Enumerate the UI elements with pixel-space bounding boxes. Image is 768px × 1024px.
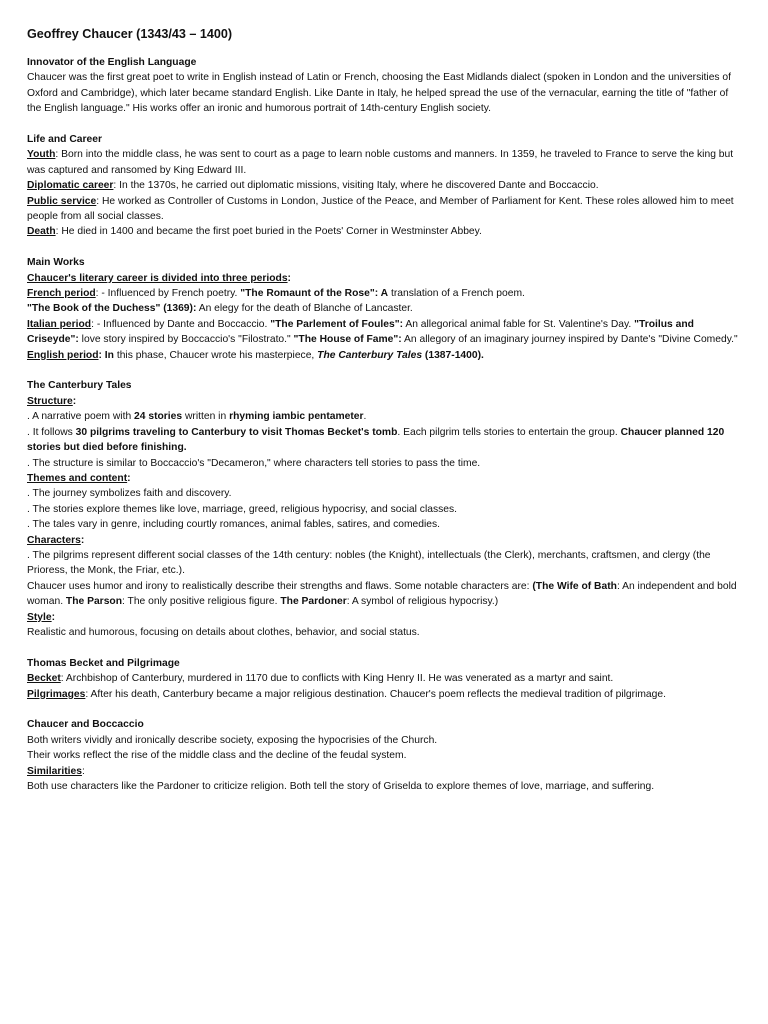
term-label: Structure bbox=[27, 395, 73, 407]
term-text: : Archbishop of Canterbury, murdered in 1170 due to conflicts with King Henry II. He was venerated as a martyr and saint. bbox=[60, 673, 614, 685]
term-label: Public service bbox=[27, 195, 97, 207]
work-date: (1387-1400) bbox=[422, 349, 482, 361]
subheading-similarities bbox=[27, 764, 740, 779]
term-label: Becket bbox=[27, 673, 61, 685]
paragraph-line: Their works reflect the rise of the middle class and the decline of the feudal system. bbox=[27, 750, 407, 762]
text-bold: The Parson bbox=[65, 596, 122, 608]
work-title: "The Book of the Duchess" (1369): bbox=[27, 303, 197, 315]
subheading-themes bbox=[27, 471, 740, 486]
term-label: Death bbox=[27, 226, 56, 238]
section-life-career bbox=[27, 132, 740, 240]
term-label: Characters bbox=[27, 534, 81, 546]
text-bold: The Pardoner bbox=[280, 596, 347, 608]
paragraph-similarities: Both use characters like the Pardoner to criticize religion. Both tell the story of Griselda to explore themes of love, marriage, and suffering. bbox=[27, 781, 655, 793]
term-label: Youth bbox=[27, 149, 56, 161]
section-innovator bbox=[27, 55, 740, 117]
paragraph-diplomatic bbox=[27, 178, 740, 193]
section-heading: Life and Career bbox=[27, 134, 102, 146]
text-bold: 24 stories bbox=[134, 411, 183, 423]
text: . Each pilgrim tells stories to entertain the group. bbox=[397, 426, 621, 438]
term-label: English period bbox=[27, 349, 99, 361]
text-bold: 30 pilgrims traveling to Canterbury to visit Thomas Becket's tomb bbox=[75, 426, 398, 438]
paragraph-structure-1 bbox=[27, 409, 740, 424]
paragraph-theme-3: . The tales vary in genre, including courtly romances, animal fables, satires, and comedies. bbox=[27, 519, 441, 531]
paragraph-theme-1: . The journey symbolizes faith and discovery. bbox=[27, 488, 232, 500]
paragraph-characters-2 bbox=[27, 579, 740, 610]
paragraph-structure-2 bbox=[27, 425, 740, 456]
work-title: The Canterbury Tales bbox=[317, 349, 423, 361]
text-bold: Chaucer planned 120 stories but died before finishing. bbox=[27, 426, 725, 454]
section-chaucer-boccaccio bbox=[27, 717, 740, 794]
text: written in bbox=[182, 411, 230, 423]
paragraph-periods-intro bbox=[27, 271, 740, 286]
text-bold: (The Wife of Bath bbox=[532, 580, 617, 592]
text: An elegy for the death of Blanche of Lancaster. bbox=[196, 303, 413, 315]
text: . bbox=[363, 411, 367, 423]
text-bold: rhyming iambic pentameter bbox=[229, 411, 364, 423]
subheading-structure bbox=[27, 394, 740, 409]
text: Chaucer uses humor and irony to realistically describe their strengths and flaws. Some notable characters are: bbox=[27, 580, 533, 592]
paragraph-theme-2: . The stories explore themes like love, marriage, greed, religious hypocrisy, and social classes. bbox=[27, 503, 457, 515]
term-label: Diplomatic career bbox=[27, 180, 114, 192]
text: . bbox=[481, 349, 484, 361]
text: An allegorical animal fable for St. Valentine's Day. bbox=[403, 318, 635, 330]
paragraph-structure-3: . The structure is similar to Boccaccio's "Decameron," where characters tell stories to pass the time. bbox=[27, 457, 481, 469]
section-heading: Thomas Becket and Pilgrimage bbox=[27, 657, 180, 669]
term-text: : Born into the middle class, he was sent to court as a page to learn noble customs and manners. In 1359, he traveled to France to serve the king but was captured and ransomed by King Edward III. bbox=[27, 149, 734, 176]
text: translation of a French poem. bbox=[388, 288, 525, 300]
colon: : bbox=[51, 611, 56, 623]
term-text: : He worked as Controller of Customs in London, Justice of the Peace, and Member of Parliament for Kent. These roles allowed him to meet people from all social classes. bbox=[27, 195, 734, 223]
term-text: : In the 1370s, he carried out diplomatic missions, visiting Italy, where he discovered Dante and Boccaccio. bbox=[113, 180, 599, 192]
section-heading: Chaucer and Boccaccio bbox=[27, 719, 144, 731]
work-title: "The Parlement of Foules": bbox=[270, 318, 404, 330]
term-label: Style bbox=[27, 611, 52, 623]
page-title: Geoffrey Chaucer (1343/43 – 1400) bbox=[27, 27, 233, 41]
text: : A symbol of religious hypocrisy.) bbox=[346, 596, 499, 608]
paragraph-youth bbox=[27, 147, 740, 178]
text: An allegory of an imaginary journey inspired by Dante's "Divine Comedy." bbox=[401, 334, 738, 346]
section-heading: The Canterbury Tales bbox=[27, 380, 132, 392]
section-heading: Main Works bbox=[27, 257, 85, 269]
text: this phase, Chaucer wrote his masterpiece, bbox=[113, 349, 318, 361]
text: : - Influenced by French poetry. bbox=[95, 288, 241, 300]
paragraph-pilgrimages bbox=[27, 687, 740, 702]
colon: : bbox=[287, 272, 291, 284]
paragraph-french-period bbox=[27, 286, 740, 301]
work-title: "Troilus and Criseyde": bbox=[27, 318, 694, 346]
paragraph-line: Both writers vividly and ironically describe society, exposing the hypocrisies of the Church. bbox=[27, 734, 438, 746]
paragraph-public-service bbox=[27, 194, 740, 225]
paragraph-italian-period bbox=[27, 317, 740, 348]
term-label: Italian period bbox=[27, 318, 92, 330]
text: : An independent and bold woman. bbox=[27, 580, 737, 608]
term-text: : He died in 1400 and became the first poet buried in the Poets' Corner in Westminster Abbey. bbox=[55, 226, 482, 238]
term-label: Chaucer's literary career is divided into three periods bbox=[27, 272, 288, 284]
text: . A narrative poem with bbox=[27, 411, 135, 423]
section-canterbury-tales bbox=[27, 378, 740, 640]
paragraph-style: Realistic and humorous, focusing on details about clothes, behavior, and social status. bbox=[27, 626, 420, 638]
section-heading: Innovator of the English Language bbox=[27, 57, 197, 68]
paragraph-characters-1: . The pilgrims represent different social classes of the 14th century: nobles (the Knight), intellectuals (the Clerk), merchants, craftsmen, and clergy (the Prioress, the Monk, the Friar, etc.). bbox=[27, 549, 711, 577]
text: : In bbox=[98, 349, 114, 361]
text: : - Influenced by Dante and Boccaccio. bbox=[91, 318, 271, 330]
term-label: Pilgrimages bbox=[27, 688, 86, 700]
colon: : bbox=[127, 472, 131, 484]
paragraph-english-period bbox=[27, 348, 740, 363]
paragraph: Chaucer was the first great poet to write in English instead of Latin or French, choosing the East Midlands dialect (spoken in London and the universities of Oxford and Cambridge), which later became standard English. Like Dante in Italy, he helped spread the use of the vernacular, earning the title of "father of the English language." His works offer an ironic and humorous portrait of 14th-century English society. bbox=[27, 72, 732, 115]
paragraph-becket bbox=[27, 671, 740, 686]
section-main-works bbox=[27, 255, 740, 363]
term-label: French period bbox=[27, 288, 96, 300]
work-title: "The Romaunt of the Rose": A bbox=[240, 288, 389, 300]
colon: : bbox=[72, 395, 77, 407]
subheading-style bbox=[27, 610, 740, 625]
term-text: : After his death, Canterbury became a major religious destination. Chaucer's poem reflects the medieval tradition of pilgrimage. bbox=[85, 688, 666, 700]
text: : The only positive religious figure. bbox=[122, 596, 281, 608]
term-label: Themes and content bbox=[27, 472, 128, 484]
colon: : bbox=[80, 534, 85, 546]
text: love story inspired by Boccaccio's "Filostrato." bbox=[78, 334, 294, 346]
subheading-characters bbox=[27, 533, 740, 548]
paragraph-book-duchess bbox=[27, 301, 740, 316]
section-becket-pilgrimage bbox=[27, 656, 740, 702]
text: . It follows bbox=[27, 426, 76, 438]
paragraph-death bbox=[27, 224, 740, 239]
work-title: "The House of Fame": bbox=[293, 334, 402, 346]
term-label: Similarities bbox=[27, 765, 82, 777]
colon: : bbox=[81, 765, 85, 777]
